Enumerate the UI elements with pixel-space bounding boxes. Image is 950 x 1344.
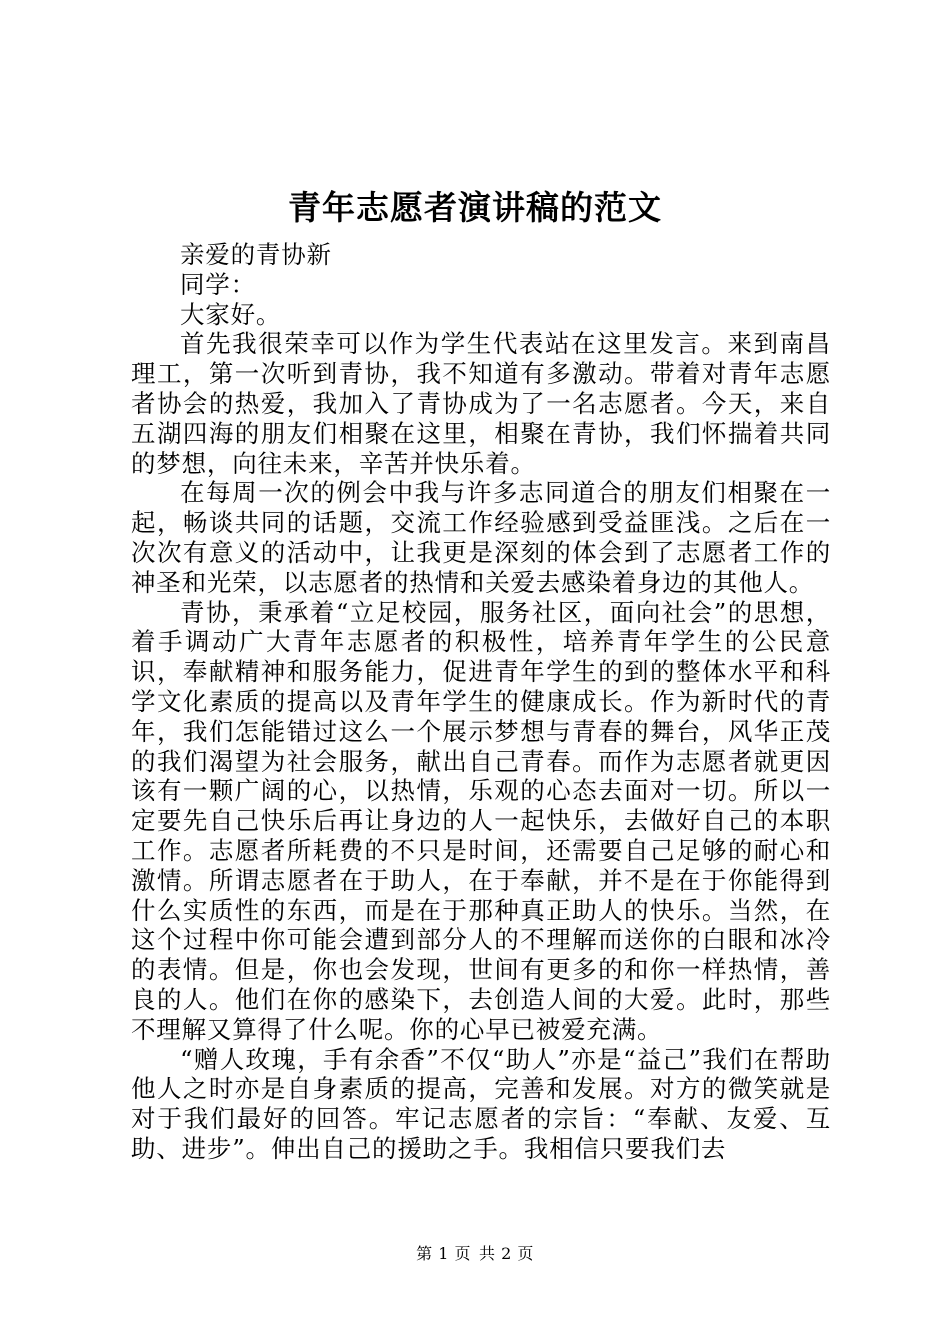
page-number: 第 1 页 — [416, 1244, 471, 1263]
greeting: 大家好。 — [180, 299, 282, 329]
salutation-line-1: 亲爱的青协新 — [180, 240, 332, 269]
page-total: 共 2 页 — [479, 1244, 534, 1263]
paragraph: 在每周一次的例会中我与许多志同道合的朋友们相聚在一起，畅谈共同的话题，交流工作经验感到受益匪浅。之后在一次次有意义的活动中，让我更是深刻的体会到了志愿者工作的神圣和光荣，以志愿者的热情和关爱去感染着身边的其他人。 — [131, 478, 831, 597]
document-title: 青年志愿者演讲稿的范文 — [288, 188, 662, 227]
salutation-line-2: 同学： — [180, 269, 256, 299]
paragraph: “赠人玫瑰，手有余香”不仅“助人”亦是“益己”我们在帮助他人之时亦是自身素质的提高，完善和发展。对方的微笑就是对于我们最好的回答。牢记志愿者的宗旨：“奉献、友爱、互助、进步”。伸出自己的援助之手。我相信只要我们去 — [131, 1044, 831, 1163]
page-footer — [0, 1243, 950, 1265]
document-body — [131, 240, 831, 1164]
paragraph: 首先我很荣幸可以作为学生代表站在这里发言。来到南昌理工，第一次听到青协，我不知道有多激动。带着对青年志愿者协会的热爱，我加入了青协成为了一名志愿者。今天，来自五湖四海的朋友们相聚在这里，相聚在青协，我们怀揣着共同的梦想，向往未来，辛苦并快乐着。 — [131, 329, 831, 478]
paragraph: 青协，秉承着“立足校园，服务社区，面向社会”的思想，着手调动广大青年志愿者的积极性，培养青年学生的公民意识，奉献精神和服务能力，促进青年学生的到的整体水平和科学文化素质的提高以及青年学生的健康成长。作为新时代的青年，我们怎能错过这么一个展示梦想与青春的舞台，风华正茂的我们渴望为社会服务，献出自己青春。而作为志愿者就更因该有一颗广阔的心，以热情，乐观的心态去面对一切。所以一定要先自己快乐后再让身边的人一起快乐，去做好自己的本职工作。志愿者所耗费的不只是时间，还需要自己足够的耐心和激情。所谓志愿者在于助人，在于奉献，并不是在于你能得到什么实质性的东西，而是在于那种真正助人的快乐。当然，在这个过程中你可能会遭到部分人的不理解而送你的白眼和冰冷的表情。但是，你也会发现，世间有更多的和你一样热情，善良的人。他们在你的感染下，去创造人间的大爱。此时，那些不理解又算得了什么呢。你的心早已被爱充满。 — [131, 597, 831, 1044]
